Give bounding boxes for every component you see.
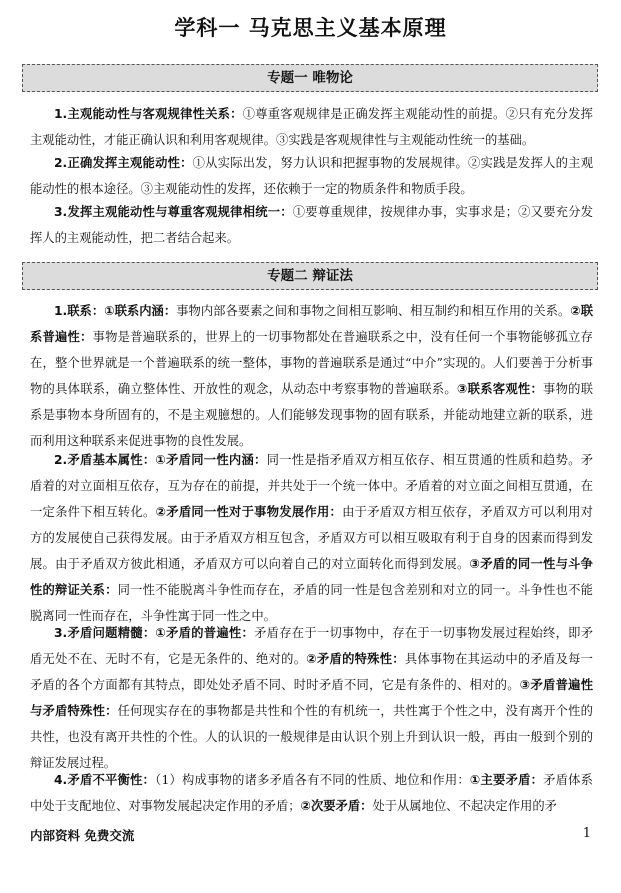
bold-term: ②联系普遍性： xyxy=(30,304,593,344)
body-text: 矛盾体系中处于支配地位、对事物发展起决定作用的矛盾； xyxy=(30,773,593,813)
body-text: 事物内部各要素之间和事物之间相互影响、相互制约和相互作用的关系。 xyxy=(176,304,571,318)
bold-term: ③联系客观性： xyxy=(456,382,544,396)
body-text: 任何现实存在的事物都是共性和个性的有机统一，共性寓于个性之中，没有离开个性的共性，也没有离开共性的个性。人的认识的一般规律是由认识个别上升到认识一般，再由一般到个别的辩证发展过程。 xyxy=(30,704,593,770)
paragraph xyxy=(30,620,593,776)
bold-term: ②矛盾的特殊性： xyxy=(306,652,405,666)
paragraph xyxy=(30,298,593,454)
paragraph xyxy=(30,447,593,629)
paragraph xyxy=(30,767,593,819)
body-text: ①从实际出发，努力认识和把握事物的发展规律。②实践是发挥人的主观能动性的根本途径。③主观能动性的发挥，还依赖于一定的物质条件和物质手段。 xyxy=(30,156,593,196)
paragraph xyxy=(30,101,593,153)
body-text: ①要尊重规律，按规律办事，实事求是；②又要充分发挥人的主观能动性，把二者结合起来。 xyxy=(30,205,593,245)
body-text: 同一性是指矛盾双方相互依存、相互贯通的性质和趋势。矛盾着的对立面相互依存，互为存在的前提，并共处于一个统一体中。矛盾着的对立面之间相互贯通，在一定条件下相互转化。 xyxy=(30,453,593,519)
body-text: 同一性不能脱离斗争性而存在，矛盾的同一性是包含差别和对立的同一。斗争性也不能脱离同一性而存在，斗争性寓于同一性之中。 xyxy=(30,583,593,623)
page-number: 1 xyxy=(582,826,591,841)
page-title: 学科一 马克思主义基本原理 xyxy=(174,16,447,40)
bold-term: 2.正确发挥主观能动性： xyxy=(54,156,193,170)
body-text: ①尊重客观规律是正确发挥主观能动性的前提。②只有充分发挥主观能动性，才能正确认识和利用客观规律。③实践是客观规律性与主观能动性统一的基础。 xyxy=(30,107,593,147)
bold-term: 4.矛盾不平衡性： xyxy=(54,773,156,787)
bold-term: 1.联系：①联系内涵： xyxy=(54,304,177,318)
body-text: 由于矛盾双方相互依存，矛盾双方可以利用对方的发展使自己获得发展。由于矛盾双方相互包含，矛盾双方可以相互吸取有利于自身的因素而得到发展。由于矛盾双方彼此相通，矛盾双方可以向着自己的对立面转化而得到发展。 xyxy=(30,505,593,571)
section-heading-dialectics: 专题二 辩证法 xyxy=(22,262,598,290)
bold-term: ①主要矛盾： xyxy=(469,773,544,787)
bold-term: 3.发挥主观能动性与尊重客观规律相统一： xyxy=(54,205,293,219)
bold-term: ③矛盾的同一性与斗争性的辩证关系： xyxy=(30,557,593,597)
bold-term: ②矛盾同一性对于事物发展作用： xyxy=(155,505,343,519)
paragraph xyxy=(30,150,593,202)
body-text: 矛盾存在于一切事物中，存在于一切事物发展过程始终，即矛盾无处不在、无时不有，它是无条件的、绝对的。 xyxy=(30,626,593,666)
bold-term: 3.矛盾问题精髓：①矛盾的普遍性： xyxy=(54,626,255,640)
bold-term: ②次要矛盾： xyxy=(300,799,373,813)
body-text: 事物是普遍联系的，世界上的一切事物都处在普遍联系之中，没有任何一个事物能够孤立存在，整个世界就是一个普遍联系的统一整体，事物的普遍联系是通过“中介”实现的。人们要善于分析事物的具体联系，确立整体性、开放性的观念，从动态中考察事物的普遍联系。 xyxy=(30,330,593,396)
bold-term: 1.主观能动性与客观规律性关系： xyxy=(54,107,243,121)
bold-term: 2.矛盾基本属性：①矛盾同一性内涵： xyxy=(54,453,267,467)
body-text: 具体事物在其运动中的矛盾及每一矛盾的各个方面都有其特点，即处处矛盾不同、时时矛盾不同，它是有条件的、相对的。 xyxy=(30,652,593,692)
body-text: （1）构成事物的诸多矛盾各有不同的性质、地位和作用： xyxy=(155,773,470,787)
body-text: 处于从属地位、不起决定作用的矛 xyxy=(372,799,557,813)
section-heading-materialism: 专题一 唯物论 xyxy=(22,64,598,92)
paragraph xyxy=(30,199,593,251)
body-text: 事物的联系是事物本身所固有的，不是主观臆想的。人们能够发现事物的固有联系，并能动地建立新的联系，进而利用这种联系来促进事物的良性发展。 xyxy=(30,382,593,448)
bold-term: ③矛盾普遍性与矛盾特殊性： xyxy=(30,678,593,718)
footer-note: 内部资料 免费交流 xyxy=(30,828,135,843)
